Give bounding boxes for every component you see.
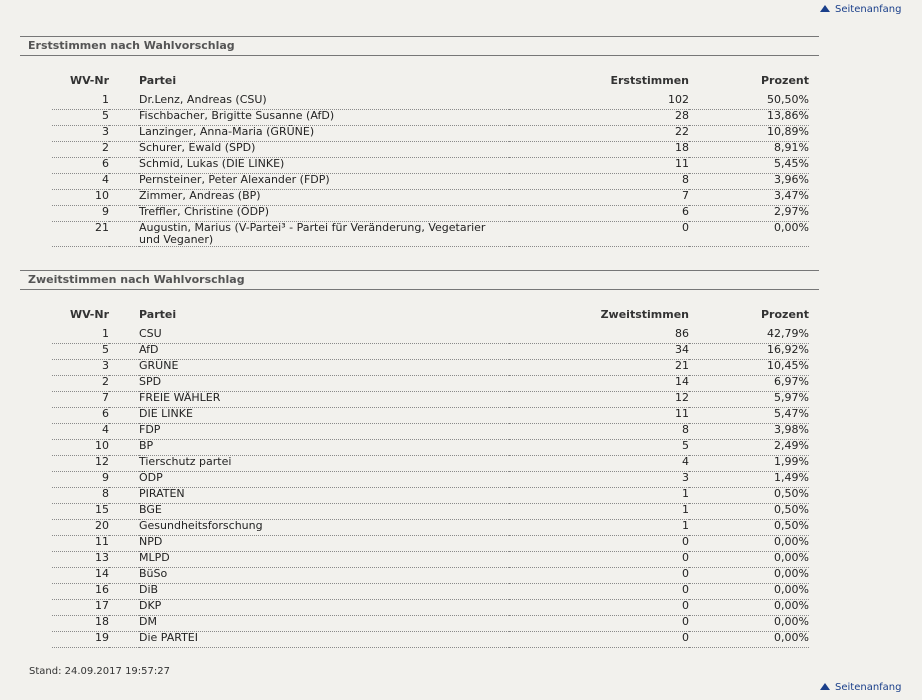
table-row (52, 408, 809, 424)
cell-votes: 11 (509, 408, 689, 424)
cell-votes: 21 (509, 360, 689, 376)
cell-prozent: 42,79% (689, 328, 809, 344)
zweitstimmen-section (20, 270, 819, 644)
cell-votes: 0 (509, 552, 689, 568)
cell-partei: DM (139, 616, 509, 632)
cell-partei: MLPD (139, 552, 509, 568)
col-header-partei: Partei (139, 307, 177, 321)
cell-prozent: 0,00% (689, 222, 809, 247)
cell-prozent: 3,98% (689, 424, 809, 440)
cell-wvnr: 12 (52, 456, 109, 472)
table-row (52, 222, 809, 247)
cell-prozent: 0,50% (689, 520, 809, 536)
cell-partei: DiB (139, 584, 509, 600)
cell-prozent: 2,49% (689, 440, 809, 456)
cell-gap (109, 158, 139, 174)
table-row (52, 376, 809, 392)
table-row (52, 424, 809, 440)
cell-prozent: 10,89% (689, 126, 809, 142)
cell-partei: Gesundheitsforschung (139, 520, 509, 536)
cell-gap (109, 632, 139, 648)
cell-votes: 34 (509, 344, 689, 360)
cell-prozent: 16,92% (689, 344, 809, 360)
cell-prozent: 6,97% (689, 376, 809, 392)
cell-gap (109, 206, 139, 222)
cell-prozent: 10,45% (689, 360, 809, 376)
cell-gap (109, 360, 139, 376)
zweitstimmen-title: Zweitstimmen nach Wahlvorschlag (20, 270, 819, 290)
cell-wvnr: 3 (52, 126, 109, 142)
cell-wvnr: 6 (52, 408, 109, 424)
cell-gap (109, 456, 139, 472)
seitenanfang-label: Seitenanfang (835, 4, 902, 15)
cell-prozent: 5,97% (689, 392, 809, 408)
cell-votes: 12 (509, 392, 689, 408)
cell-wvnr: 19 (52, 632, 109, 648)
cell-wvnr: 9 (52, 472, 109, 488)
cell-wvnr: 9 (52, 206, 109, 222)
table-row (52, 94, 809, 110)
table-row (52, 158, 809, 174)
cell-votes: 1 (509, 488, 689, 504)
cell-votes: 3 (509, 472, 689, 488)
table-row (52, 110, 809, 126)
col-header-prozent: Prozent (761, 73, 809, 87)
cell-partei: NPD (139, 536, 509, 552)
cell-gap (109, 616, 139, 632)
table-row (52, 472, 809, 488)
table-row (52, 504, 809, 520)
cell-votes: 0 (509, 568, 689, 584)
cell-gap (109, 142, 139, 158)
cell-gap (109, 504, 139, 520)
cell-partei: AfD (139, 344, 509, 360)
erststimmen-section (20, 36, 819, 246)
cell-prozent: 13,86% (689, 110, 809, 126)
cell-partei: Lanzinger, Anna-Maria (GRÜNE) (139, 126, 509, 142)
table-row (52, 360, 809, 376)
cell-wvnr: 2 (52, 142, 109, 158)
cell-votes: 8 (509, 424, 689, 440)
table-row (52, 206, 809, 222)
cell-gap (109, 344, 139, 360)
cell-partei: Zimmer, Andreas (BP) (139, 190, 509, 206)
col-header-wvnr: WV-Nr (69, 73, 109, 87)
seitenanfang-link-top[interactable] (820, 4, 902, 15)
cell-prozent: 3,47% (689, 190, 809, 206)
cell-partei: Dr.Lenz, Andreas (CSU) (139, 94, 509, 110)
cell-prozent: 1,99% (689, 456, 809, 472)
cell-partei: ÖDP (139, 472, 509, 488)
cell-votes: 1 (509, 520, 689, 536)
cell-votes: 0 (509, 584, 689, 600)
cell-partei: SPD (139, 376, 509, 392)
cell-prozent: 5,47% (689, 408, 809, 424)
cell-prozent: 0,00% (689, 568, 809, 584)
cell-gap (109, 472, 139, 488)
cell-wvnr: 11 (52, 536, 109, 552)
table-row (52, 632, 809, 648)
seitenanfang-link-bottom[interactable] (820, 682, 902, 693)
table-row (52, 520, 809, 536)
cell-wvnr: 15 (52, 504, 109, 520)
table-row (52, 536, 809, 552)
cell-gap (109, 440, 139, 456)
table-row (52, 142, 809, 158)
cell-partei: BGE (139, 504, 509, 520)
cell-wvnr: 8 (52, 488, 109, 504)
table-row (52, 568, 809, 584)
erststimmen-table (52, 72, 809, 247)
cell-gap (109, 392, 139, 408)
cell-wvnr: 5 (52, 344, 109, 360)
cell-votes: 0 (509, 536, 689, 552)
cell-gap (109, 584, 139, 600)
cell-prozent: 50,50% (689, 94, 809, 110)
cell-wvnr: 1 (52, 94, 109, 110)
cell-gap (109, 222, 139, 247)
col-header-prozent: Prozent (761, 307, 809, 321)
cell-votes: 0 (509, 616, 689, 632)
cell-gap (109, 174, 139, 190)
table-row (52, 174, 809, 190)
cell-wvnr: 21 (52, 222, 109, 247)
cell-gap (109, 424, 139, 440)
col-header-erststimmen: Erststimmen (610, 73, 689, 87)
cell-votes: 0 (509, 600, 689, 616)
table-row (52, 600, 809, 616)
cell-gap (109, 600, 139, 616)
cell-wvnr: 16 (52, 584, 109, 600)
table-row (52, 440, 809, 456)
cell-partei: Treffler, Christine (ÖDP) (139, 206, 509, 222)
cell-prozent: 3,96% (689, 174, 809, 190)
table-row (52, 584, 809, 600)
cell-votes: 1 (509, 504, 689, 520)
cell-prozent: 0,00% (689, 616, 809, 632)
cell-partei: Tierschutz partei (139, 456, 509, 472)
cell-votes: 86 (509, 328, 689, 344)
cell-partei: Pernsteiner, Peter Alexander (FDP) (139, 174, 509, 190)
cell-gap (109, 552, 139, 568)
cell-votes: 8 (509, 174, 689, 190)
seitenanfang-label: Seitenanfang (835, 682, 902, 693)
cell-partei: Augustin, Marius (V-Partei³ - Partei für Veränderung, Vegetarier und Veganer) (139, 222, 509, 247)
table-header-row (52, 72, 809, 88)
col-header-wvnr: WV-Nr (69, 307, 109, 321)
cell-partei: PIRATEN (139, 488, 509, 504)
cell-partei: Die PARTEI (139, 632, 509, 648)
table-row (52, 126, 809, 142)
cell-votes: 18 (509, 142, 689, 158)
cell-wvnr: 4 (52, 424, 109, 440)
zweitstimmen-table (52, 306, 809, 648)
cell-prozent: 8,91% (689, 142, 809, 158)
table-row (52, 344, 809, 360)
cell-gap (109, 568, 139, 584)
col-header-partei: Partei (139, 73, 177, 87)
cell-gap (109, 376, 139, 392)
table-header-row (52, 306, 809, 322)
arrow-up-icon (820, 683, 830, 690)
cell-gap (109, 536, 139, 552)
cell-wvnr: 4 (52, 174, 109, 190)
cell-wvnr: 10 (52, 190, 109, 206)
table-row (52, 616, 809, 632)
col-header-zweitstimmen: Zweitstimmen (600, 307, 689, 321)
cell-prozent: 2,97% (689, 206, 809, 222)
cell-partei: BüSo (139, 568, 509, 584)
cell-prozent: 0,00% (689, 536, 809, 552)
table-row (52, 328, 809, 344)
cell-prozent: 0,50% (689, 488, 809, 504)
cell-prozent: 0,00% (689, 552, 809, 568)
cell-wvnr: 3 (52, 360, 109, 376)
cell-partei: BP (139, 440, 509, 456)
arrow-up-icon (820, 5, 830, 12)
cell-wvnr: 1 (52, 328, 109, 344)
cell-wvnr: 10 (52, 440, 109, 456)
cell-prozent: 0,50% (689, 504, 809, 520)
cell-partei: FREIE WÄHLER (139, 392, 509, 408)
cell-gap (109, 94, 139, 110)
table-row (52, 190, 809, 206)
cell-gap (109, 520, 139, 536)
table-row (52, 456, 809, 472)
cell-gap (109, 190, 139, 206)
cell-partei: Schmid, Lukas (DIE LINKE) (139, 158, 509, 174)
cell-votes: 4 (509, 456, 689, 472)
cell-partei: Schurer, Ewald (SPD) (139, 142, 509, 158)
cell-partei: CSU (139, 328, 509, 344)
cell-gap (109, 126, 139, 142)
cell-votes: 0 (509, 222, 689, 247)
cell-votes: 5 (509, 440, 689, 456)
cell-prozent: 5,45% (689, 158, 809, 174)
erststimmen-title: Erststimmen nach Wahlvorschlag (20, 36, 819, 56)
cell-wvnr: 7 (52, 392, 109, 408)
table-row (52, 392, 809, 408)
stand-timestamp: Stand: 24.09.2017 19:57:27 (29, 666, 170, 677)
cell-gap (109, 408, 139, 424)
cell-votes: 6 (509, 206, 689, 222)
cell-partei: GRÜNE (139, 360, 509, 376)
cell-gap (109, 110, 139, 126)
cell-wvnr: 18 (52, 616, 109, 632)
table-row (52, 488, 809, 504)
cell-prozent: 1,49% (689, 472, 809, 488)
cell-votes: 0 (509, 632, 689, 648)
cell-wvnr: 20 (52, 520, 109, 536)
cell-wvnr: 5 (52, 110, 109, 126)
cell-partei: FDP (139, 424, 509, 440)
cell-partei: Fischbacher, Brigitte Susanne (AfD) (139, 110, 509, 126)
cell-partei: DKP (139, 600, 509, 616)
cell-votes: 7 (509, 190, 689, 206)
cell-votes: 22 (509, 126, 689, 142)
cell-wvnr: 2 (52, 376, 109, 392)
cell-prozent: 0,00% (689, 632, 809, 648)
cell-partei: DIE LINKE (139, 408, 509, 424)
cell-prozent: 0,00% (689, 600, 809, 616)
table-row (52, 552, 809, 568)
cell-gap (109, 488, 139, 504)
cell-gap (109, 328, 139, 344)
cell-votes: 102 (509, 94, 689, 110)
cell-wvnr: 13 (52, 552, 109, 568)
cell-wvnr: 6 (52, 158, 109, 174)
cell-prozent: 0,00% (689, 584, 809, 600)
cell-votes: 28 (509, 110, 689, 126)
cell-votes: 14 (509, 376, 689, 392)
cell-wvnr: 17 (52, 600, 109, 616)
cell-votes: 11 (509, 158, 689, 174)
cell-wvnr: 14 (52, 568, 109, 584)
